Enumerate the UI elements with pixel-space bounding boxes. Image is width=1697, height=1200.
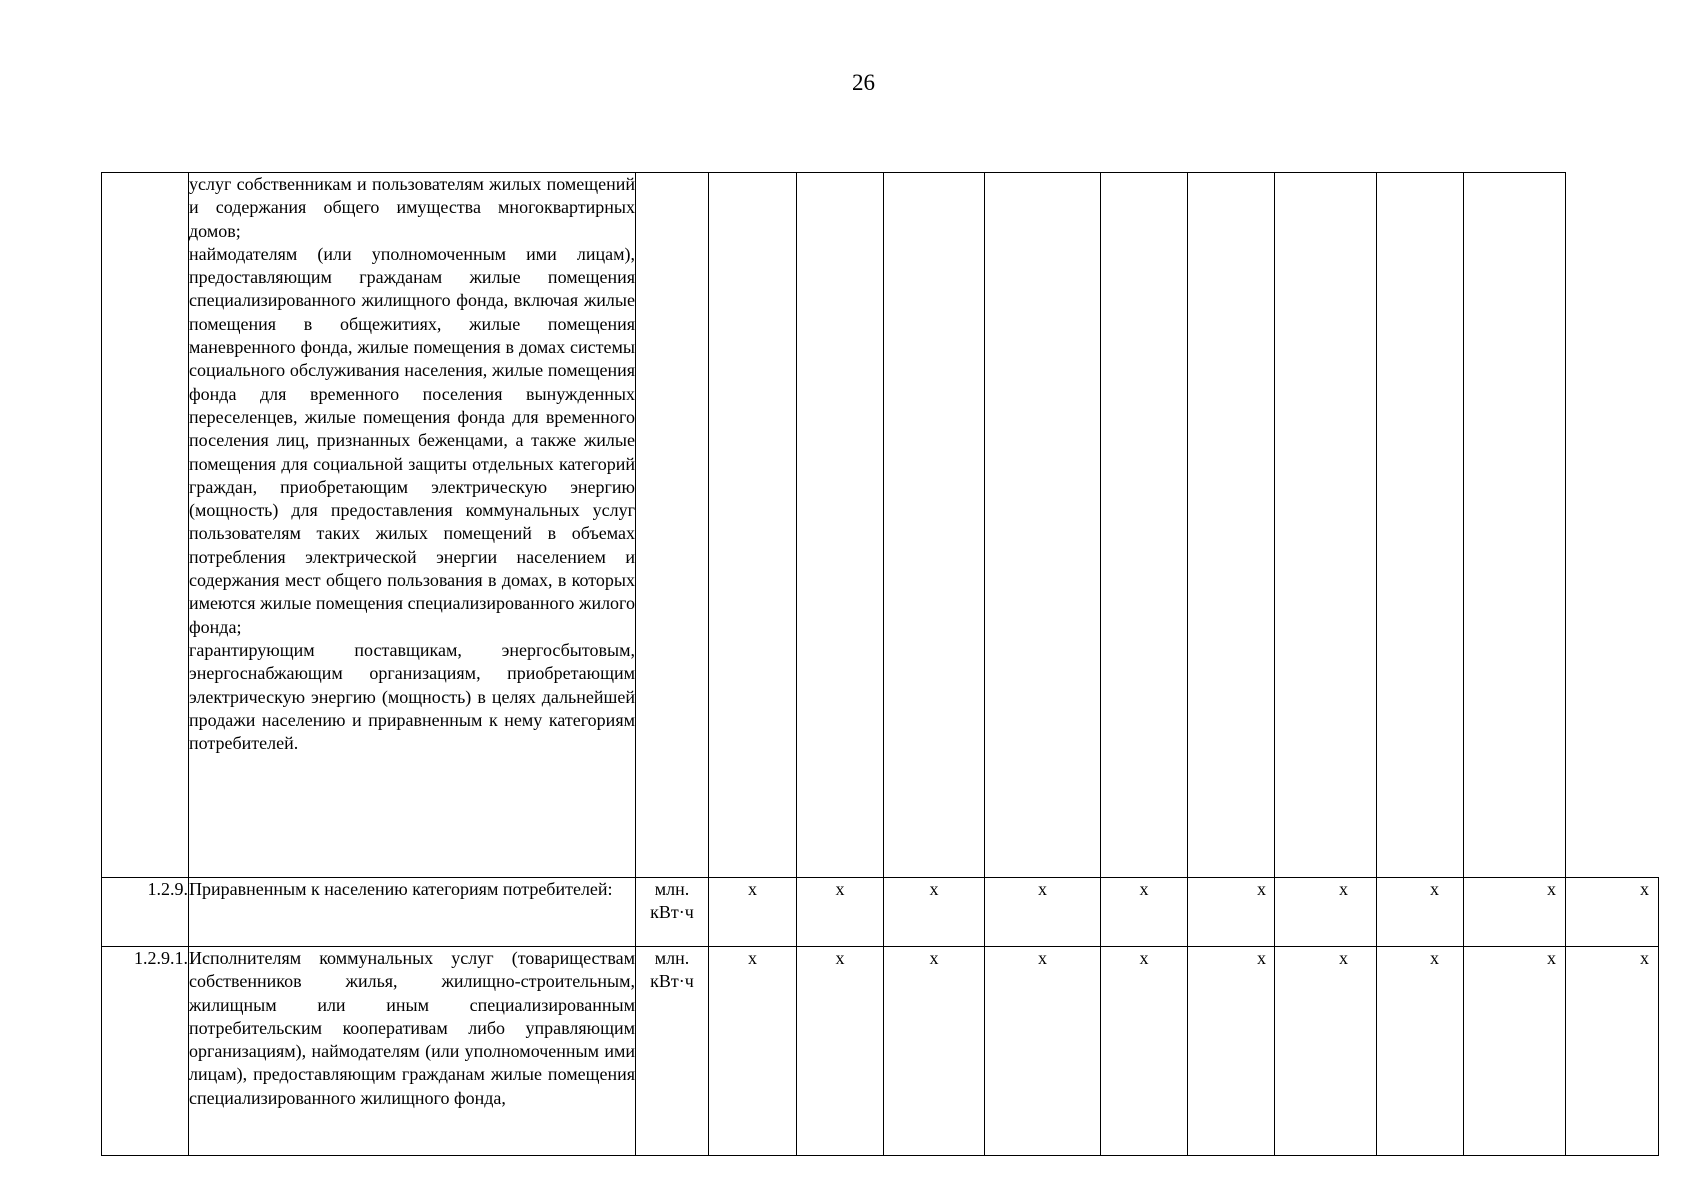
value-cell: х: [884, 947, 985, 1156]
value-cell: х: [1566, 947, 1659, 1156]
description-paragraph: гарантирующим поставщикам, энергосбытовым, энергоснабжающим организациям, приобретающим электрическую энергию (мощность) в целях дальнейшей продажи населению и приравненным к нему категориям потребителей.: [189, 639, 635, 754]
value-cell: х: [884, 878, 985, 947]
value-cell: х: [797, 947, 884, 1156]
value-cell: [985, 173, 1101, 878]
table-row: [102, 173, 1659, 878]
description-paragraph: Приравненным к населению категориям потребителей:: [189, 879, 613, 899]
value-cell: х: [1566, 878, 1659, 947]
row-description: [189, 878, 636, 947]
value-cell: х: [985, 878, 1101, 947]
table-row: [102, 878, 1659, 947]
row-description: [189, 947, 636, 1156]
value-cell: [1377, 173, 1464, 878]
row-number: 1.2.9.: [102, 878, 189, 947]
value-cell: х: [985, 947, 1101, 1156]
row-number: 1.2.9.1.: [102, 947, 189, 1156]
data-table: [101, 172, 1659, 1156]
row-description: [189, 173, 636, 878]
value-cell: [884, 173, 985, 878]
value-cell: х: [709, 947, 797, 1156]
value-cell: х: [1101, 947, 1188, 1156]
value-cell: [1464, 173, 1566, 878]
value-cell: х: [1464, 947, 1566, 1156]
value-cell: х: [1101, 878, 1188, 947]
unit-cell: [636, 173, 709, 878]
description-paragraph: наймодателям (или уполномоченным ими лицам), предоставляющим гражданам жилые помещения специализированного жилищного фонда, включая жилые помещения в общежитиях, жилые помещения маневренного фонда, жилые помещения в домах системы социального обслуживания населения, жилые помещения фонда для временного поселения вынужденных переселенцев, жилые помещения фонда для временного поселения лиц, признанных беженцами, а также жилые помещения для социальной защиты отдельных категорий граждан, приобретающим электрическую энергию (мощность) для предоставления коммунальных услуг пользователям таких жилых помещений в объемах потребления электрической энергии населением и содержания мест общего пользования в домах, в которых имеются жилые помещения специализированного жилого фонда;: [189, 243, 635, 637]
description-paragraph: Исполнителям коммунальных услуг (товариществам собственников жилья, жилищно-строительным, жилищным или иным специализированным потребительским кооперативам либо управляющим организациям), наймодателям (или уполномоченным ими лицам), предоставляющим гражданам жилые помещения специализированного жилищного фонда,: [189, 948, 635, 1108]
value-cell: х: [1188, 878, 1275, 947]
value-cell: х: [1377, 947, 1464, 1156]
table-row: [102, 947, 1659, 1156]
value-cell: [797, 173, 884, 878]
unit-cell: млн. кВт·ч: [636, 947, 709, 1156]
value-cell: х: [1188, 947, 1275, 1156]
value-cell: х: [1464, 878, 1566, 947]
value-cell: [1275, 173, 1377, 878]
value-cell: х: [1377, 878, 1464, 947]
value-cell: [1101, 173, 1188, 878]
unit-cell: млн. кВт·ч: [636, 878, 709, 947]
value-cell: х: [1275, 947, 1377, 1156]
description-paragraph: услуг собственникам и пользователям жилых помещений и содержания общего имущества многоквартирных домов;: [189, 174, 635, 241]
value-cell: х: [797, 878, 884, 947]
value-cell: [709, 173, 797, 878]
page-number: 26: [852, 70, 875, 95]
value-cell: х: [709, 878, 797, 947]
row-number: [102, 173, 189, 878]
value-cell: х: [1275, 878, 1377, 947]
value-cell: [1188, 173, 1275, 878]
